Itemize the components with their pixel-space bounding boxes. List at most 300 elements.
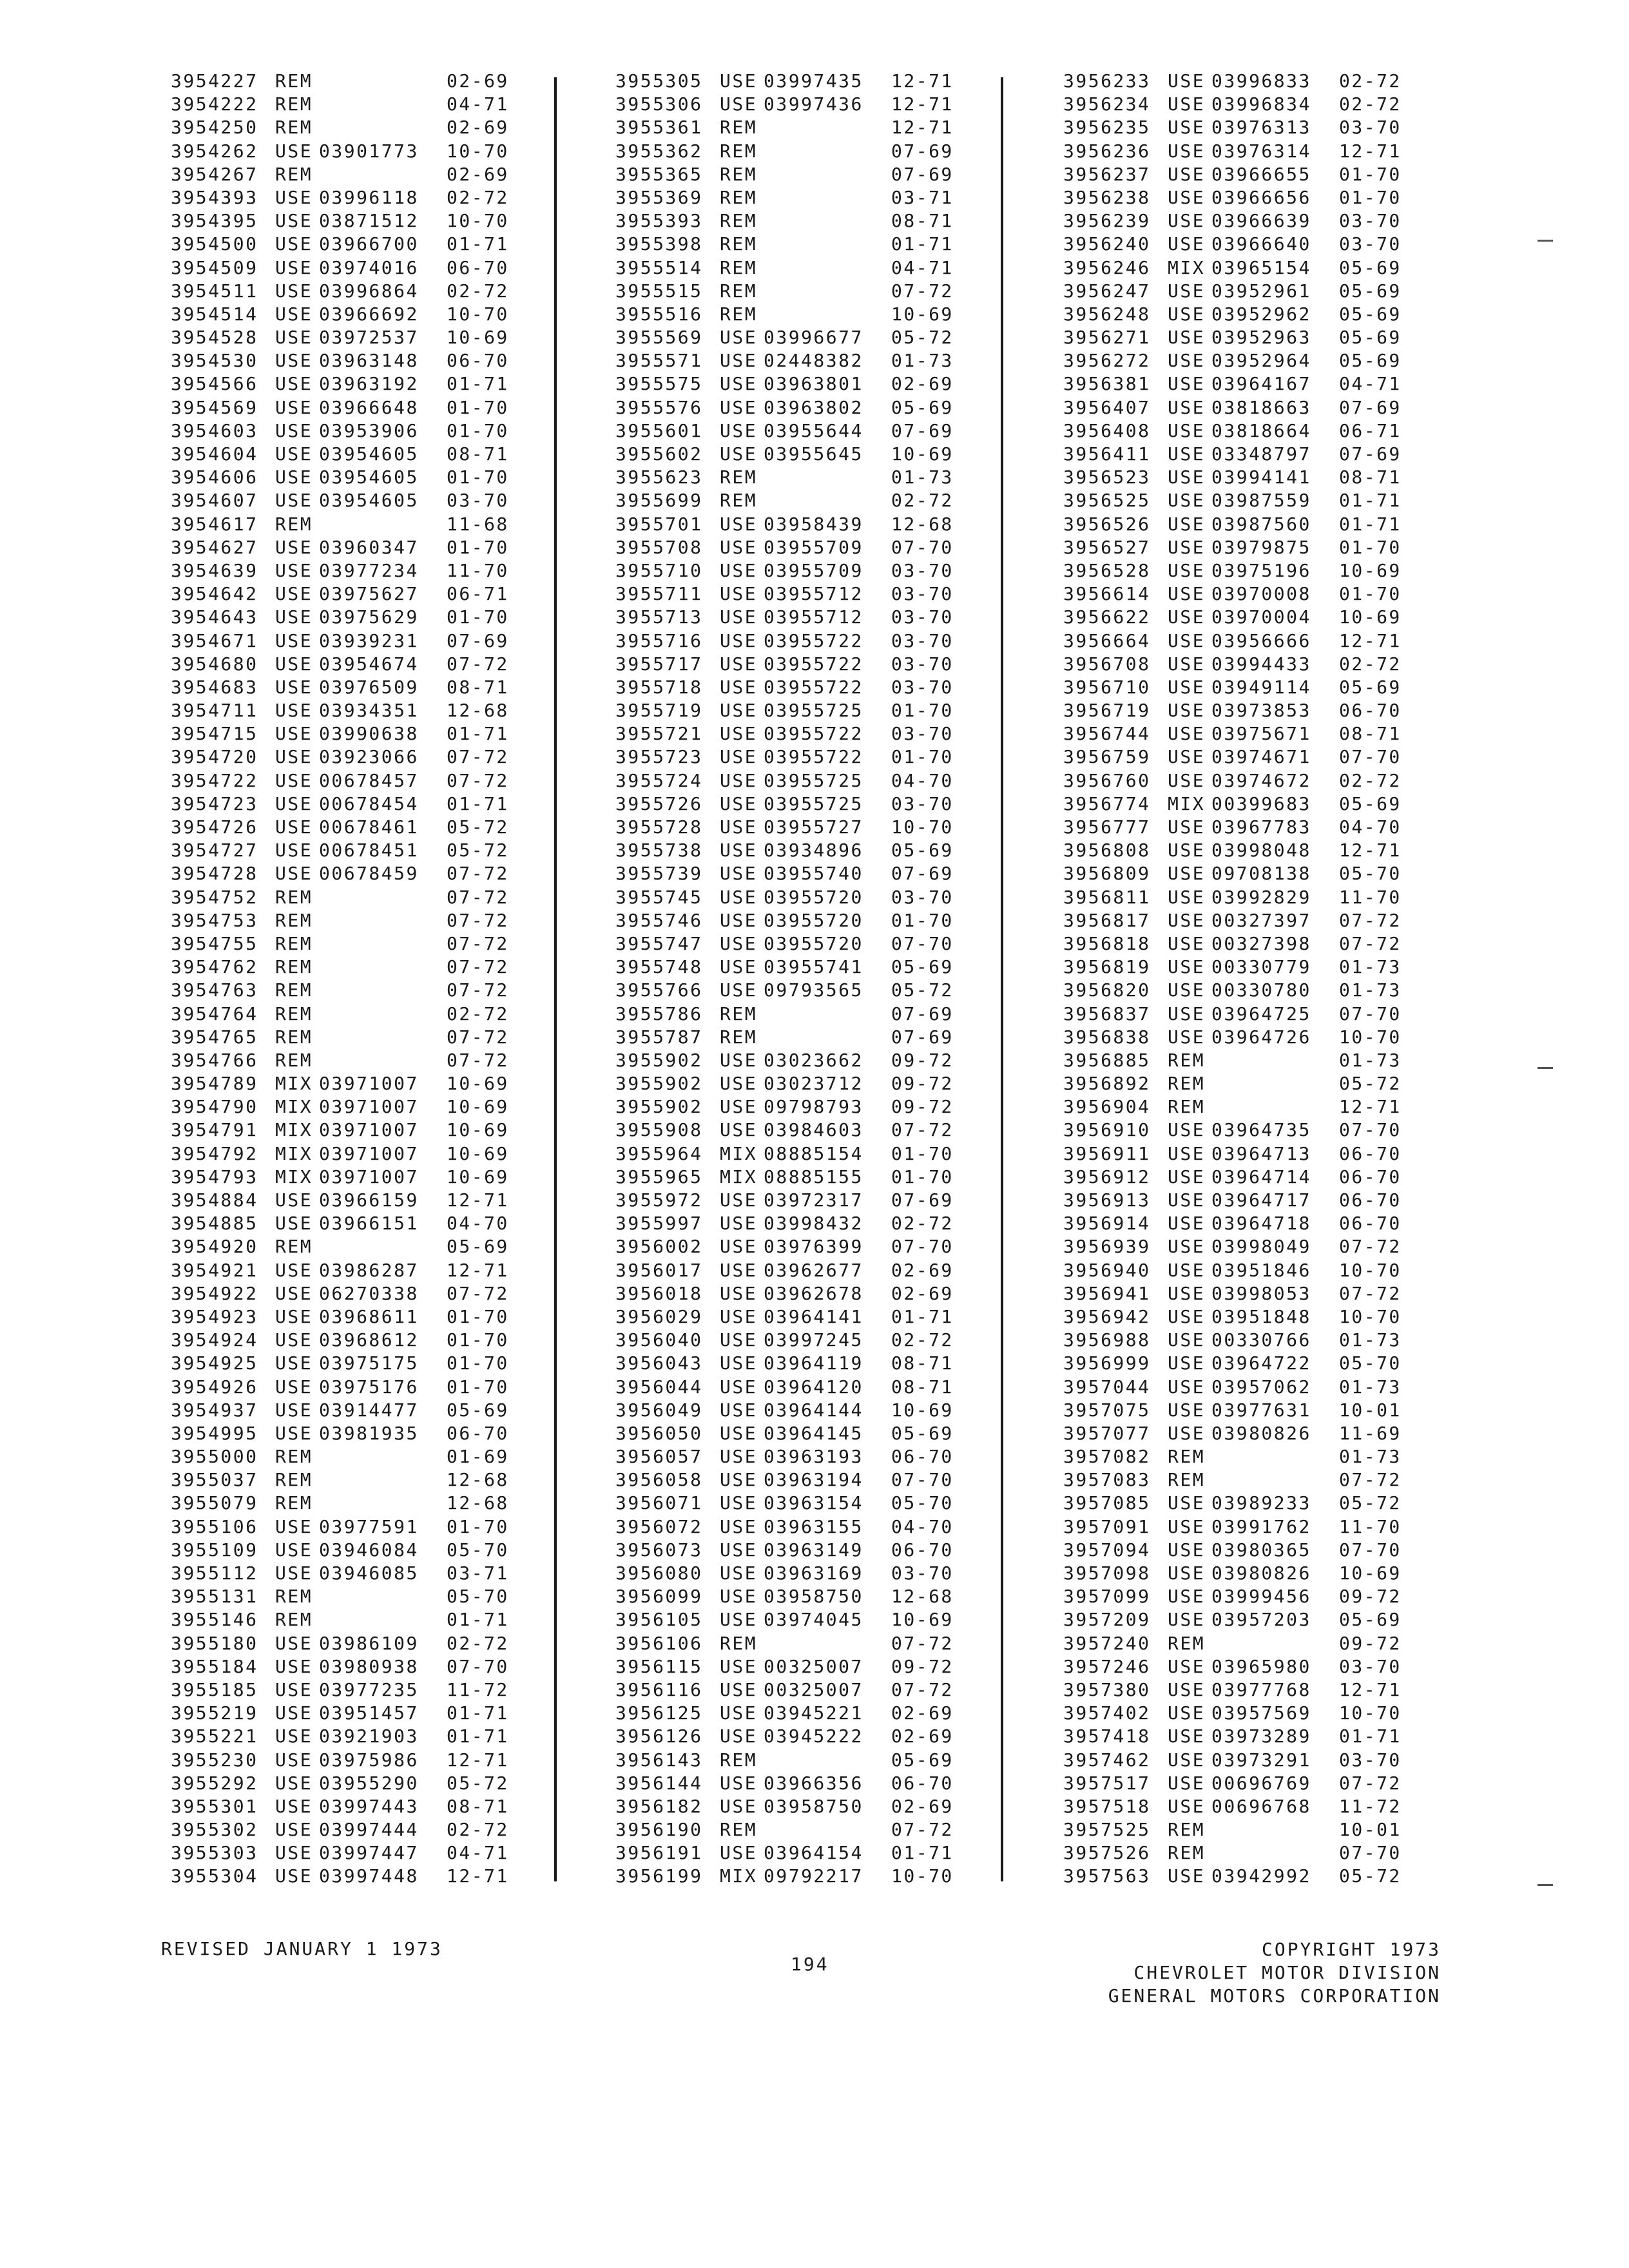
- action-code: USE: [720, 1539, 758, 1561]
- part-number: 3954764: [171, 1003, 258, 1024]
- date-code: 07-70: [1339, 1842, 1402, 1864]
- action-code: USE: [275, 559, 313, 581]
- replacement-part: 00696768: [1211, 1795, 1311, 1817]
- date-code: 10-01: [1339, 1819, 1402, 1841]
- part-number: 3955571: [615, 350, 703, 372]
- part-number: 3956940: [1063, 1259, 1151, 1281]
- part-row: [1063, 1166, 1410, 1189]
- action-code: REM: [720, 140, 758, 162]
- date-code: 06-70: [1339, 1189, 1402, 1211]
- part-row: [171, 909, 517, 932]
- date-code: 01-70: [447, 606, 509, 628]
- replacement-part: 03963801: [764, 373, 863, 395]
- part-row: [171, 956, 517, 979]
- action-code: USE: [1168, 1749, 1206, 1771]
- part-row: [1063, 1445, 1410, 1468]
- date-code: 07-69: [891, 140, 954, 162]
- part-number: 3954727: [171, 840, 258, 861]
- date-code: 01-70: [447, 396, 509, 418]
- action-code: USE: [1168, 863, 1206, 885]
- part-row: [171, 1608, 517, 1631]
- part-number: 3955515: [615, 280, 703, 302]
- date-code: 01-71: [447, 793, 509, 814]
- action-code: USE: [275, 583, 313, 605]
- part-row: [171, 629, 517, 653]
- replacement-part: 03871512: [319, 210, 419, 232]
- action-code: USE: [275, 1352, 313, 1374]
- part-number: 3956143: [615, 1749, 703, 1771]
- replacement-part: 03964167: [1211, 373, 1311, 395]
- date-code: 05-69: [447, 1399, 509, 1421]
- part-number: 3956744: [1063, 723, 1151, 745]
- part-row: [615, 1422, 962, 1445]
- part-row: [171, 769, 517, 793]
- action-code: USE: [275, 840, 313, 861]
- part-number: 3955576: [615, 396, 703, 418]
- date-code: 04-71: [891, 256, 954, 278]
- action-code: USE: [275, 1772, 313, 1794]
- action-code: USE: [1168, 1422, 1206, 1444]
- part-number: 3955514: [615, 256, 703, 278]
- part-row: [615, 793, 962, 816]
- date-code: 05-72: [891, 979, 954, 1001]
- part-number: 3956525: [1063, 490, 1151, 512]
- part-number: 3955037: [171, 1469, 258, 1491]
- action-code: USE: [720, 1282, 758, 1304]
- date-code: 07-72: [447, 653, 509, 675]
- replacement-part: 03962677: [764, 1259, 863, 1281]
- action-code: USE: [275, 1329, 313, 1351]
- part-number: 3955787: [615, 1026, 703, 1048]
- part-number: 3957526: [1063, 1842, 1151, 1864]
- part-number: 3956105: [615, 1609, 703, 1631]
- part-number: 3955112: [171, 1562, 258, 1584]
- part-row: [171, 256, 517, 280]
- replacement-part: 03966692: [319, 303, 419, 325]
- date-code: 02-69: [447, 163, 509, 185]
- action-code: USE: [1168, 1142, 1206, 1164]
- part-number: 3956527: [1063, 536, 1151, 558]
- part-row: [171, 1282, 517, 1305]
- part-number: 3956239: [1063, 210, 1151, 232]
- action-code: USE: [720, 373, 758, 395]
- date-code: 07-72: [447, 886, 509, 908]
- part-row: [615, 699, 962, 722]
- replacement-part: 03963154: [764, 1492, 863, 1514]
- replacement-part: 03976509: [319, 676, 419, 698]
- replacement-part: 03951457: [319, 1702, 419, 1724]
- replacement-part: 03980938: [319, 1655, 419, 1677]
- replacement-part: 03984603: [764, 1119, 863, 1141]
- date-code: 07-70: [891, 1236, 954, 1258]
- date-code: 05-69: [1339, 676, 1402, 698]
- part-number: 3957083: [1063, 1469, 1151, 1491]
- part-row: [171, 1772, 517, 1795]
- date-code: 02-69: [891, 1282, 954, 1304]
- part-row: [615, 116, 962, 139]
- part-number: 3957418: [1063, 1725, 1151, 1747]
- part-number: 3956811: [1063, 886, 1151, 908]
- part-row: [615, 1376, 962, 1399]
- part-row: [615, 233, 962, 256]
- action-code: USE: [1168, 1795, 1206, 1817]
- date-code: 09-72: [1339, 1586, 1402, 1608]
- action-code: USE: [720, 1842, 758, 1864]
- part-number: 3957240: [1063, 1632, 1151, 1654]
- part-row: [615, 676, 962, 699]
- part-number: 3956002: [615, 1236, 703, 1258]
- action-code: USE: [1168, 1609, 1206, 1631]
- part-number: 3954720: [171, 746, 258, 768]
- part-number: 3954766: [171, 1049, 258, 1071]
- part-number: 3956029: [615, 1305, 703, 1327]
- part-row: [615, 886, 962, 909]
- action-code: USE: [1168, 723, 1206, 745]
- date-code: 01-73: [1339, 1376, 1402, 1398]
- replacement-part: 03966639: [1211, 210, 1311, 232]
- part-row: [615, 1608, 962, 1631]
- part-number: 3955716: [615, 629, 703, 651]
- part-number: 3957563: [1063, 1865, 1151, 1887]
- part-number: 3954920: [171, 1236, 258, 1258]
- part-number: 3954789: [171, 1073, 258, 1095]
- action-code: REM: [275, 163, 313, 185]
- action-code: USE: [1168, 1655, 1206, 1677]
- action-code: USE: [1168, 210, 1206, 232]
- part-number: 3956914: [1063, 1213, 1151, 1235]
- part-number: 3954924: [171, 1329, 258, 1351]
- replacement-part: 03966151: [319, 1213, 419, 1235]
- action-code: USE: [720, 1305, 758, 1327]
- part-number: 3954755: [171, 932, 258, 954]
- date-code: 07-70: [1339, 1003, 1402, 1024]
- replacement-part: 00325007: [764, 1655, 863, 1677]
- date-code: 03-70: [891, 793, 954, 814]
- replacement-part: 03023662: [764, 1049, 863, 1071]
- part-row: [1063, 1235, 1410, 1258]
- replacement-part: 03973289: [1211, 1725, 1311, 1747]
- date-code: 03-70: [891, 653, 954, 675]
- part-row: [1063, 93, 1410, 116]
- replacement-part: 03954605: [319, 490, 419, 512]
- action-code: USE: [275, 419, 313, 441]
- replacement-part: 03996677: [764, 327, 863, 349]
- replacement-part: 03955725: [764, 793, 863, 814]
- parts-column-1: [171, 70, 517, 1888]
- part-number: 3956407: [1063, 396, 1151, 418]
- part-row: [171, 1492, 517, 1515]
- part-number: 3956381: [1063, 373, 1151, 395]
- date-code: 05-69: [1339, 350, 1402, 372]
- part-number: 3954514: [171, 303, 258, 325]
- replacement-part: 00327398: [1211, 932, 1311, 954]
- action-code: REM: [720, 186, 758, 208]
- date-code: 07-72: [447, 1026, 509, 1048]
- replacement-part: 03971007: [319, 1073, 419, 1095]
- part-row: [1063, 932, 1410, 956]
- date-code: 06-70: [891, 1772, 954, 1794]
- part-number: 3957380: [1063, 1678, 1151, 1700]
- part-row: [615, 816, 962, 839]
- replacement-part: 03980826: [1211, 1422, 1311, 1444]
- part-row: [615, 1865, 962, 1888]
- part-number: 3956614: [1063, 583, 1151, 605]
- date-code: 07-69: [1339, 443, 1402, 465]
- part-row: [1063, 699, 1410, 722]
- action-code: USE: [275, 1749, 313, 1771]
- replacement-part: 03975671: [1211, 723, 1311, 745]
- date-code: 11-70: [1339, 1515, 1402, 1537]
- part-row: [171, 722, 517, 745]
- action-code: USE: [1168, 1236, 1206, 1258]
- date-code: 05-69: [1339, 280, 1402, 302]
- replacement-part: 03975196: [1211, 559, 1311, 581]
- replacement-part: 03955740: [764, 863, 863, 885]
- part-number: 3956271: [1063, 327, 1151, 349]
- action-code: USE: [275, 676, 313, 698]
- part-number: 3956664: [1063, 629, 1151, 651]
- date-code: 03-70: [1339, 1655, 1402, 1677]
- part-row: [171, 489, 517, 512]
- date-code: 09-72: [891, 1096, 954, 1118]
- replacement-part: 03958750: [764, 1795, 863, 1817]
- date-code: 06-70: [447, 350, 509, 372]
- date-code: 06-70: [1339, 1213, 1402, 1235]
- date-code: 07-69: [1339, 396, 1402, 418]
- part-number: 3957082: [1063, 1446, 1151, 1468]
- action-code: USE: [1168, 956, 1206, 978]
- part-row: [1063, 372, 1410, 396]
- date-code: 10-69: [1339, 559, 1402, 581]
- action-code: USE: [720, 1562, 758, 1584]
- date-code: 12-71: [1339, 629, 1402, 651]
- action-code: USE: [275, 280, 313, 302]
- replacement-part: 03965980: [1211, 1655, 1311, 1677]
- action-code: USE: [720, 396, 758, 418]
- action-code: USE: [275, 1865, 313, 1887]
- action-code: MIX: [720, 1142, 758, 1164]
- date-code: 01-70: [447, 466, 509, 488]
- date-code: 01-71: [447, 723, 509, 745]
- action-code: USE: [720, 93, 758, 115]
- replacement-part: 03964145: [764, 1422, 863, 1444]
- part-number: 3956236: [1063, 140, 1151, 162]
- part-number: 3956072: [615, 1515, 703, 1537]
- date-code: 02-72: [447, 186, 509, 208]
- part-row: [615, 1585, 962, 1608]
- action-code: USE: [275, 1213, 313, 1235]
- part-number: 3956049: [615, 1399, 703, 1421]
- date-code: 03-71: [447, 1562, 509, 1584]
- part-number: 3956942: [1063, 1305, 1151, 1327]
- part-number: 3955305: [615, 70, 703, 91]
- part-number: 3955516: [615, 303, 703, 325]
- replacement-part: 03963193: [764, 1446, 863, 1468]
- replacement-part: 03996833: [1211, 70, 1311, 91]
- part-number: 3957044: [1063, 1376, 1151, 1398]
- replacement-part: 03964717: [1211, 1189, 1311, 1211]
- part-row: [171, 1468, 517, 1492]
- date-code: 05-72: [447, 840, 509, 861]
- part-row: [1063, 676, 1410, 699]
- replacement-part: 03901773: [319, 140, 419, 162]
- part-row: [615, 1399, 962, 1422]
- date-code: 08-71: [447, 676, 509, 698]
- date-code: 12-71: [1339, 840, 1402, 861]
- part-number: 3955997: [615, 1213, 703, 1235]
- part-row: [171, 209, 517, 233]
- date-code: 01-73: [891, 466, 954, 488]
- date-code: 04-70: [891, 1515, 954, 1537]
- date-code: 10-69: [447, 1096, 509, 1118]
- part-row: [171, 419, 517, 443]
- replacement-part: 03997447: [319, 1842, 419, 1864]
- part-row: [615, 839, 962, 862]
- action-code: USE: [275, 1422, 313, 1444]
- replacement-part: 03954605: [319, 443, 419, 465]
- action-code: USE: [720, 1213, 758, 1235]
- part-row: [1063, 862, 1410, 885]
- action-code: USE: [720, 1655, 758, 1677]
- date-code: 07-72: [447, 863, 509, 885]
- part-row: [171, 606, 517, 629]
- part-number: 3956144: [615, 1772, 703, 1794]
- date-code: 07-69: [447, 629, 509, 651]
- part-number: 3955362: [615, 140, 703, 162]
- action-code: USE: [275, 606, 313, 628]
- part-row: [1063, 979, 1410, 1002]
- date-code: 02-69: [891, 1725, 954, 1747]
- replacement-part: 03974016: [319, 256, 419, 278]
- replacement-part: 03939231: [319, 629, 419, 651]
- action-code: REM: [720, 1632, 758, 1654]
- date-code: 02-69: [447, 117, 509, 139]
- action-code: USE: [720, 1049, 758, 1071]
- action-code: USE: [1168, 886, 1206, 908]
- part-number: 3956941: [1063, 1282, 1151, 1304]
- action-code: USE: [275, 186, 313, 208]
- part-row: [615, 932, 962, 956]
- part-row: [171, 793, 517, 816]
- part-number: 3955699: [615, 490, 703, 512]
- date-code: 01-69: [447, 1446, 509, 1468]
- date-code: 11-72: [1339, 1795, 1402, 1817]
- replacement-part: 03975175: [319, 1352, 419, 1374]
- action-code: USE: [720, 816, 758, 838]
- part-number: 3954753: [171, 909, 258, 931]
- part-row: [1063, 1632, 1410, 1655]
- date-code: 05-72: [1339, 1073, 1402, 1095]
- action-code: USE: [1168, 1282, 1206, 1304]
- part-number: 3954790: [171, 1096, 258, 1118]
- part-row: [615, 1678, 962, 1702]
- part-row: [171, 1585, 517, 1608]
- part-row: [171, 1399, 517, 1422]
- part-row: [171, 70, 517, 93]
- replacement-part: 03997435: [764, 70, 863, 91]
- part-row: [171, 1329, 517, 1352]
- action-code: USE: [1168, 1678, 1206, 1700]
- part-number: 3954762: [171, 956, 258, 978]
- part-number: 3955398: [615, 233, 703, 255]
- action-code: MIX: [720, 1865, 758, 1887]
- part-row: [615, 256, 962, 280]
- date-code: 03-70: [891, 1562, 954, 1584]
- date-code: 02-69: [891, 373, 954, 395]
- date-code: 04-70: [447, 1213, 509, 1235]
- replacement-part: 03964144: [764, 1399, 863, 1421]
- part-number: 3955369: [615, 186, 703, 208]
- date-code: 01-70: [447, 1515, 509, 1537]
- part-row: [171, 1119, 517, 1142]
- replacement-part: 03997448: [319, 1865, 419, 1887]
- part-number: 3955972: [615, 1189, 703, 1211]
- part-row: [171, 349, 517, 372]
- date-code: 07-70: [447, 1655, 509, 1677]
- part-number: 3955361: [615, 117, 703, 139]
- action-code: USE: [720, 979, 758, 1001]
- part-row: [1063, 629, 1410, 653]
- date-code: 01-70: [447, 1376, 509, 1398]
- part-number: 3957099: [1063, 1586, 1151, 1608]
- action-code: USE: [275, 1725, 313, 1747]
- part-number: 3955902: [615, 1073, 703, 1095]
- action-code: USE: [720, 1352, 758, 1374]
- part-number: 3956819: [1063, 956, 1151, 978]
- date-code: 05-69: [891, 1749, 954, 1771]
- action-code: USE: [720, 723, 758, 745]
- replacement-part: 03955725: [764, 700, 863, 722]
- action-code: USE: [720, 559, 758, 581]
- part-number: 3955184: [171, 1655, 258, 1677]
- action-code: USE: [275, 140, 313, 162]
- part-number: 3956237: [1063, 163, 1151, 185]
- replacement-part: 03966356: [764, 1772, 863, 1794]
- part-row: [615, 1095, 962, 1119]
- date-code: 07-70: [891, 1469, 954, 1491]
- action-code: USE: [1168, 1562, 1206, 1584]
- part-number: 3956018: [615, 1282, 703, 1304]
- replacement-part: 03934896: [764, 840, 863, 861]
- part-number: 3954923: [171, 1305, 258, 1327]
- action-code: REM: [275, 1586, 313, 1608]
- date-code: 06-70: [447, 1422, 509, 1444]
- replacement-part: 03998432: [764, 1213, 863, 1235]
- replacement-part: 03987560: [1211, 513, 1311, 535]
- part-number: 3954683: [171, 676, 258, 698]
- action-code: USE: [720, 956, 758, 978]
- part-number: 3956411: [1063, 443, 1151, 465]
- date-code: 11-68: [447, 513, 509, 535]
- replacement-part: 03974045: [764, 1609, 863, 1631]
- part-row: [615, 1492, 962, 1515]
- part-row: [171, 513, 517, 536]
- part-row: [171, 1678, 517, 1702]
- action-code: USE: [1168, 676, 1206, 698]
- part-number: 3956817: [1063, 909, 1151, 931]
- action-code: USE: [1168, 396, 1206, 418]
- replacement-part: 03971007: [319, 1142, 419, 1164]
- replacement-part: 03955720: [764, 886, 863, 908]
- date-code: 07-72: [891, 1632, 954, 1654]
- replacement-part: 03953906: [319, 419, 419, 441]
- part-number: 3955739: [615, 863, 703, 885]
- replacement-part: 00330780: [1211, 979, 1311, 1001]
- part-number: 3955221: [171, 1725, 258, 1747]
- replacement-part: 03964154: [764, 1842, 863, 1864]
- date-code: 01-70: [891, 909, 954, 931]
- replacement-part: 03994433: [1211, 653, 1311, 675]
